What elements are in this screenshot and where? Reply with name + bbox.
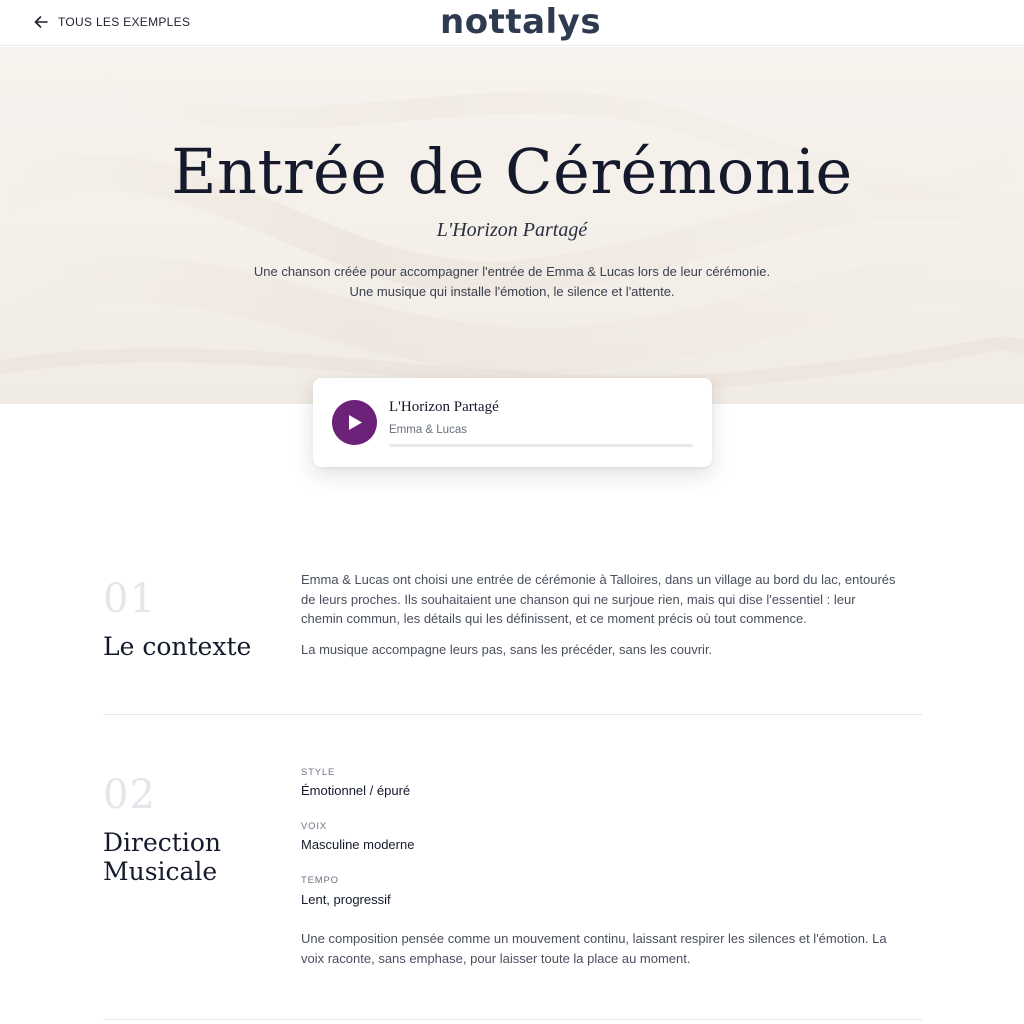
paragraph-line: voix raconte, sans emphase, pour laisser toute la place au moment. (301, 950, 691, 966)
direction-paragraph (301, 929, 941, 968)
paragraph-line: Emma & Lucas ont choisi une entrée de cérémonie à Talloires, dans un village au bord du lac, entourés (301, 572, 896, 587)
tempo-value: Lent, progressif (301, 892, 391, 907)
play-icon (349, 415, 362, 430)
hero-description-line: Une chanson créée pour accompagner l'entrée de Emma & Lucas lors de leur cérémonie. (253, 264, 771, 279)
song-subtitle: L'Horizon Partagé (436, 219, 588, 241)
section-number: 02 (103, 772, 156, 818)
hero-description-line: Une musique qui installe l'émotion, le silence et l'attente. (349, 284, 675, 299)
section-title-line: Musicale (103, 857, 218, 886)
audio-player-card (313, 378, 712, 467)
section-title-line: Direction (103, 828, 221, 857)
style-value: Émotionnel / épuré (301, 783, 411, 798)
section-divider (103, 1019, 922, 1020)
play-button[interactable] (332, 400, 377, 445)
paragraph-line: chemin commun, les détails qui les définissent, et ce moment précis où tout commence. (301, 611, 807, 626)
progress-bar[interactable] (389, 444, 693, 447)
style-label: STYLE (301, 767, 336, 778)
track-artist: Emma & Lucas (389, 424, 467, 436)
paragraph-line: de leurs proches. Ils souhaitaient une chanson qui ne surjoue rien, mais qui dise l'essentiel : leur (301, 591, 856, 607)
arrow-left-icon (33, 14, 49, 30)
paragraph-line: Une composition pensée comme un mouvement continu, laissant respirer les silences et l'émotion. La (301, 931, 887, 946)
top-navigation-bar (0, 0, 1024, 46)
hero-description (0, 262, 1024, 302)
section-title-context: Le contexte (103, 632, 252, 661)
back-to-examples-link[interactable] (33, 14, 190, 30)
voice-label: VOIX (301, 821, 327, 832)
brand-logo[interactable]: nottalys (440, 2, 602, 42)
track-title: L'Horizon Partagé (389, 399, 499, 415)
tempo-label: TEMPO (301, 875, 339, 886)
page-title: Entrée de Cérémonie (171, 135, 853, 208)
context-paragraph-secondary: La musique accompagne leurs pas, sans les précéder, sans les couvrir. (301, 642, 713, 657)
context-paragraph (301, 570, 941, 629)
back-link-label: TOUS LES EXEMPLES (58, 15, 191, 29)
section-number: 01 (103, 576, 156, 622)
hero-banner (0, 47, 1024, 404)
section-title-direction (103, 828, 221, 886)
section-divider (103, 714, 922, 715)
voice-value: Masculine moderne (301, 837, 415, 852)
